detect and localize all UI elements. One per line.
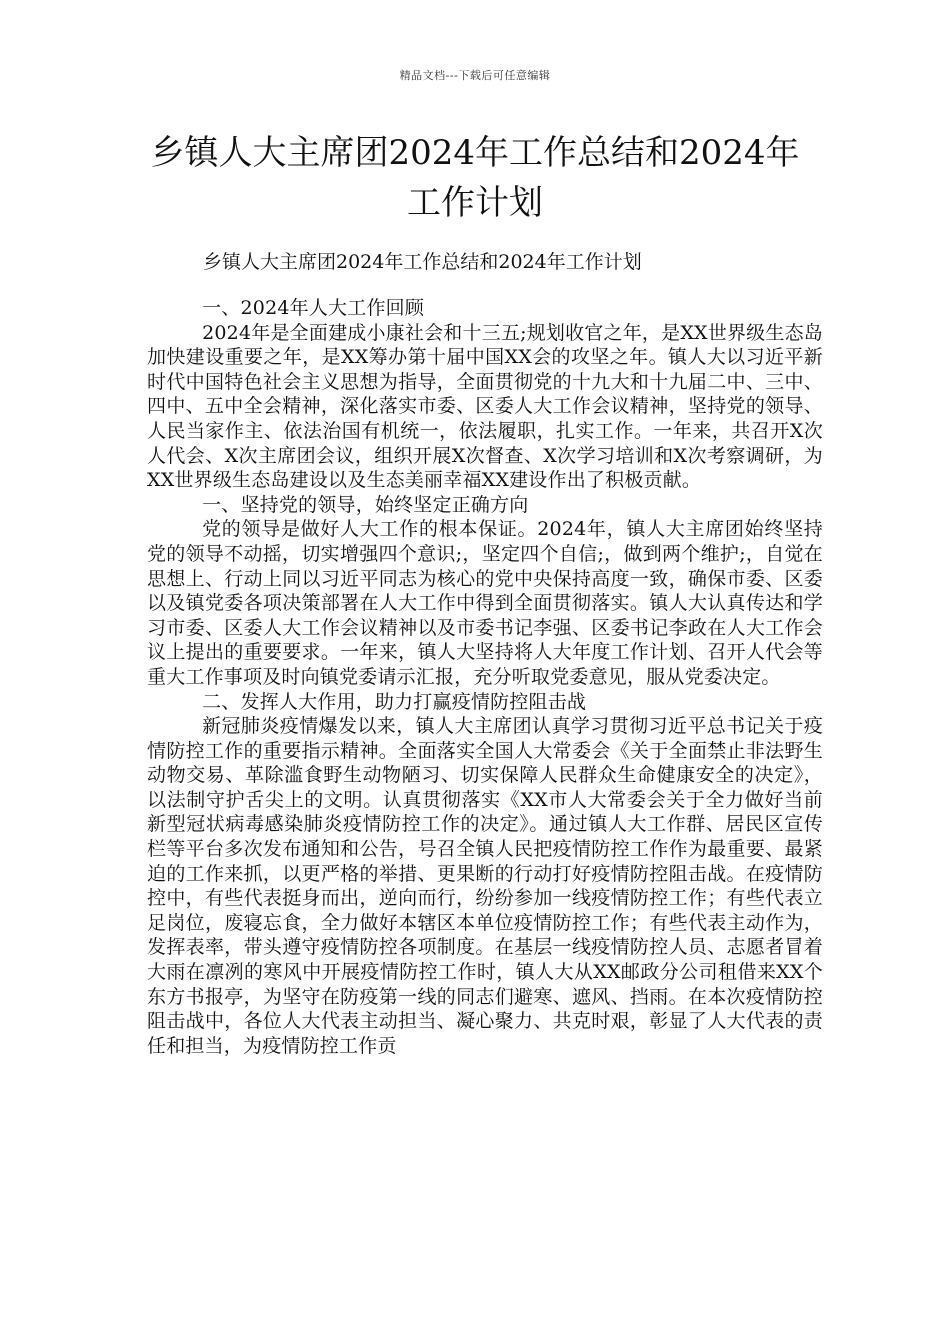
- section-heading: 二、发挥人大作用，助力打赢疫情防控阻击战: [202, 690, 587, 713]
- section-heading: 一、坚持党的领导，始终坚定正确方向: [202, 493, 529, 516]
- section-heading: 一、2024年人大工作回顾: [202, 297, 425, 319]
- header-note: 精品文档---下载后可任意编辑: [399, 69, 551, 82]
- body-paragraph: 新冠肺炎疫情爆发以来，镇人大主席团认真学习贯彻习近平总书记关于疫情防控工作的重要指示精神。全面落实全国人大常委会《关于全面禁止非法野生动物交易、革除滥食野生动物陋习、切实保障人民群众生命健康安全的决定》，以法制守护舌尖上的文明。认真贯彻落实《XX市人大常委会关于全力做好当前新型冠状病毒感染肺炎疫情防控工作的决定》。通过镇人大工作群、居民区宣传栏等平台多次发布通知和公告，号召全镇人民把疫情防控工作作为最重要、最紧迫的工作来抓，以更严格的举措、更果断的行动打好疫情防控阻击战。在疫情防控中，有些代表挺身而出，逆向而行，纷纷参加一线疫情防控工作；有些代表立足岗位，废寝忘食，全力做好本辖区本单位疫情防控工作；有些代表主动作为，发挥表率，带头遵守疫情防控各项制度。在基层一线疫情防控人员、志愿者冒着大雨在凛冽的寒风中开展疫情防控工作时，镇人大从XX邮政分公司租借来XX个东方书报亭，为坚守在防疫第一线的同志们避寒、遮风、挡雨。在本次疫情防控阻击战中，各位人大代表主动担当、凝心聚力、共克时艰，彰显了人大代表的责任和担当，为疫情防控工作贡: [147, 715, 823, 1057]
- body-paragraph: 党的领导是做好人大工作的根本保证。2024年，镇人大主席团始终坚持党的领导不动摇，切实增强四个意识;，坚定四个自信;，做到两个维护;，自觉在思想上、行动上同以习近平同志为核心的党中央保持高度一致，确保市委、区委以及镇党委各项决策部署在人大工作中得到全面贯彻落实。镇人大认真传达和学习市委、区委人大工作会议精神以及市委书记李强、区委书记李政在人大工作会议上提出的重要要求。一年来，镇人大坚持将人大年度工作计划、召开人代会等重大工作事项及时向镇党委请示汇报，充分听取党委意见，服从党委决定。: [147, 518, 823, 688]
- document-subtitle: 乡镇人大主席团2024年工作总结和2024年工作计划: [203, 251, 642, 273]
- document-title: [120, 128, 830, 228]
- title-line-2: 工作计划: [407, 183, 543, 223]
- title-line-1: 乡镇人大主席团2024年工作总结和2024年: [150, 133, 800, 173]
- document-body: [147, 296, 823, 1058]
- body-paragraph: 2024年是全面建成小康社会和十三五;规划收官之年，是XX世界级生态岛加快建设重要之年，是XX筹办第十届中国XX会的攻坚之年。镇人大以习近平新时代中国特色社会主义思想为指导，全面贯彻党的十九大和十九届二中、三中、四中、五中全会精神，深化落实市委、区委人大工作会议精神，坚持党的领导、人民当家作主、依法治国有机统一，依法履职，扎实工作。一年来，共召开X次人代会、X次主席团会议，组织开展X次督查、X次学习培训和X次考察调研，为XX世界级生态岛建设以及生态美丽幸福XX建设作出了积极贡献。: [147, 321, 823, 492]
